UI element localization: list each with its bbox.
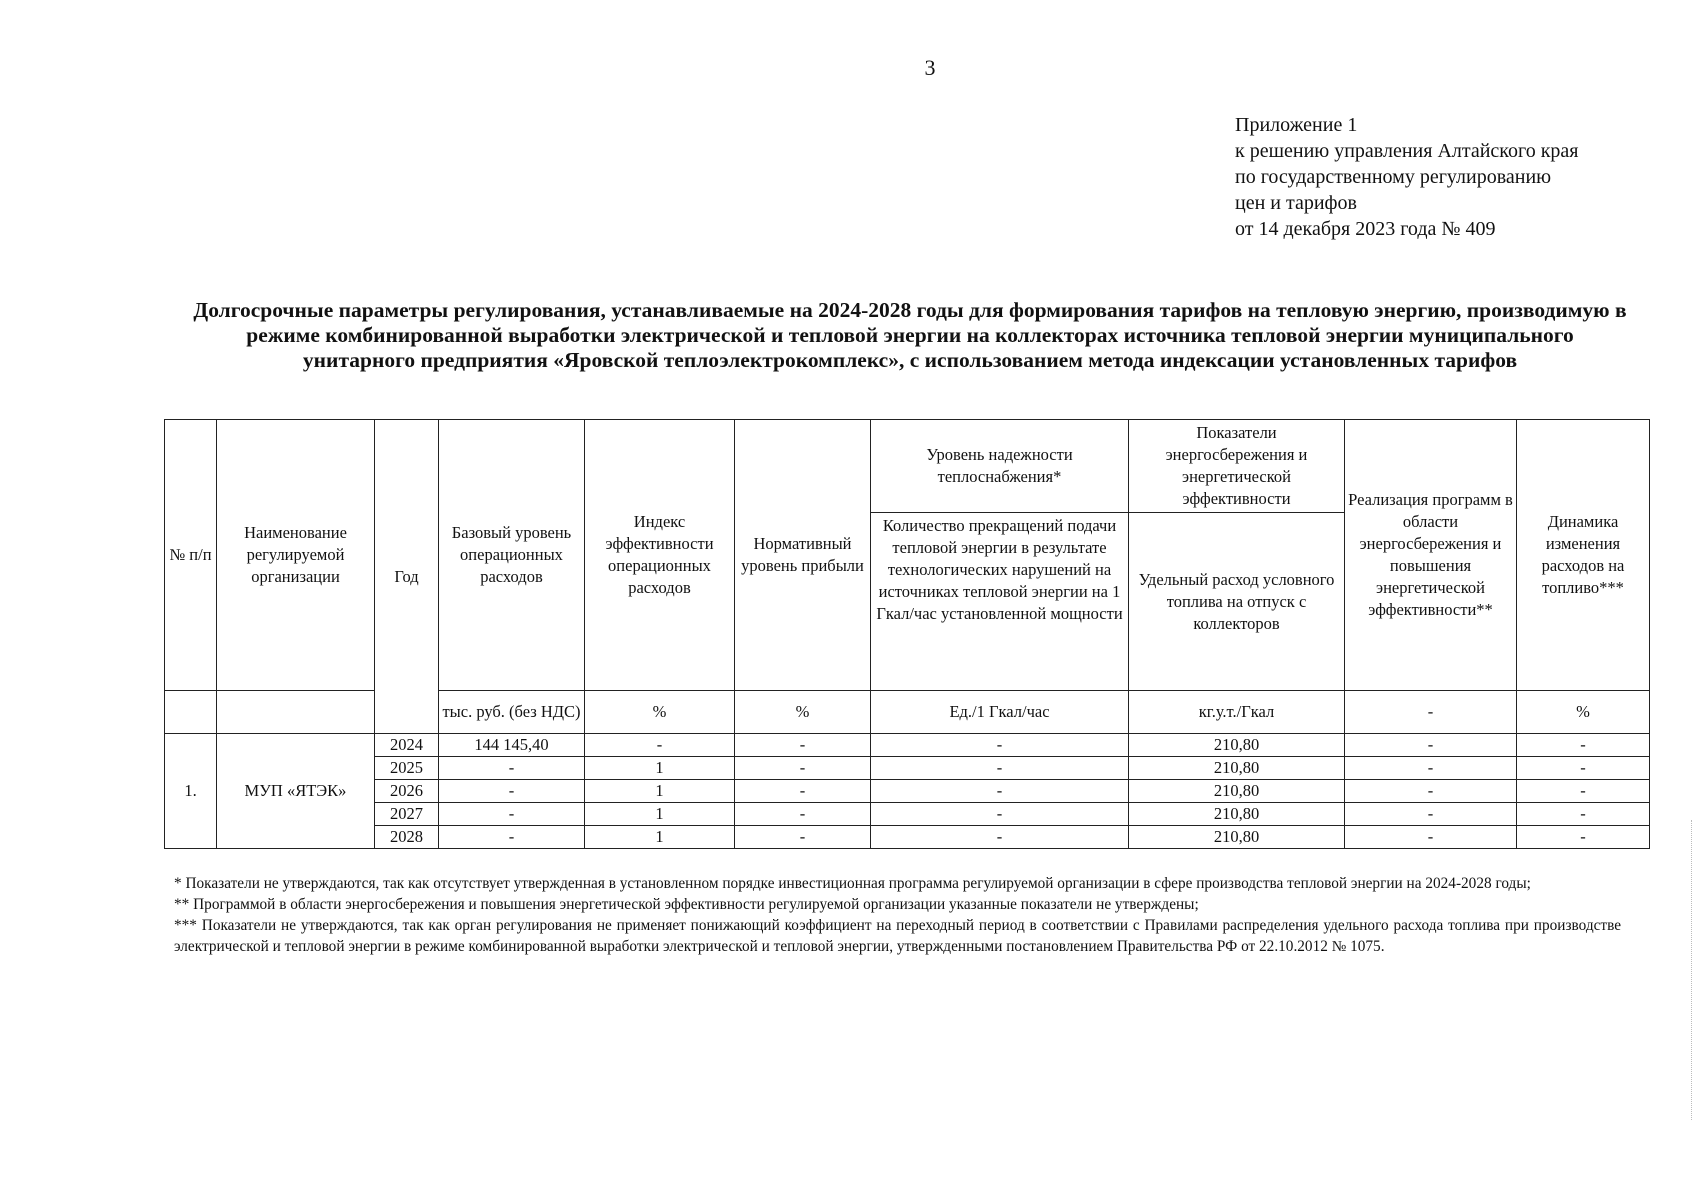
cell-fuel-dynamics: - <box>1517 757 1650 780</box>
footnote-3: *** Показатели не утверждаются, так как орган регулирования не применяет понижающий коэффициент на переходный период в соответствии с Правилами распределения удельного расхода топлива при производстве электрической и тепловой энергии в режиме комбинированной выработки электрической и тепловой энергии, утвержденными постановлением Правительства РФ от 22.10.2012 № 1075. <box>174 917 1621 955</box>
unit-base-opex: тыс. руб. (без НДС) <box>439 691 585 734</box>
cell-energy-saving: 210,80 <box>1129 780 1345 803</box>
header-reliability: Уровень надежности теплоснабжения* <box>871 420 1129 513</box>
cell-fuel-dynamics: - <box>1517 826 1650 849</box>
unit-efficiency-index: % <box>585 691 735 734</box>
cell-reliability: - <box>871 734 1129 757</box>
header-efficiency-index: Индекс эффективности операционных расходов <box>585 420 735 691</box>
header-base-opex: Базовый уровень операционных расходов <box>439 420 585 691</box>
header-profit-level: Нормативный уровень прибыли <box>735 420 871 691</box>
cell-profit-level: - <box>735 734 871 757</box>
footnote-1: * Показатели не утверждаются, так как отсутствует утвержденная в установленном порядке инвестиционная программа регулируемой организации в сфере производства тепловой энергии на 2024-2028 годы; <box>174 875 1531 892</box>
header-programs: Реализация программ в области энергосбережения и повышения энергетической эффективности** <box>1345 420 1517 691</box>
cell-year: 2026 <box>375 780 439 803</box>
cell-base-opex: 144 145,40 <box>439 734 585 757</box>
cell-efficiency-index: - <box>585 734 735 757</box>
cell-fuel-dynamics: - <box>1517 780 1650 803</box>
cell-energy-saving: 210,80 <box>1129 803 1345 826</box>
appendix-line: цен и тарифов <box>1235 192 1357 214</box>
cell-reliability: - <box>871 757 1129 780</box>
table-row <box>165 803 1650 826</box>
header-org: Наименование регулируемой организации <box>217 420 375 691</box>
unit-fuel-dynamics: % <box>1517 691 1650 734</box>
cell-programs: - <box>1345 803 1517 826</box>
header-year: Год <box>375 420 439 734</box>
appendix-line: к решению управления Алтайского края <box>1235 140 1579 162</box>
unit-profit-level: % <box>735 691 871 734</box>
cell-efficiency-index: 1 <box>585 826 735 849</box>
cell-base-opex: - <box>439 803 585 826</box>
cell-energy-saving: 210,80 <box>1129 826 1345 849</box>
unit-reliability: Ед./1 Гкал/час <box>871 691 1129 734</box>
unit-programs: - <box>1345 691 1517 734</box>
cell-fuel-dynamics: - <box>1517 734 1650 757</box>
cell-programs: - <box>1345 780 1517 803</box>
table-row <box>165 734 1650 757</box>
org-number: 1. <box>165 734 217 849</box>
cell-efficiency-index: 1 <box>585 757 735 780</box>
appendix-block <box>1235 112 1579 242</box>
appendix-line: от 14 декабря 2023 года № 409 <box>1235 218 1496 240</box>
table-row <box>165 780 1650 803</box>
document-title: Долгосрочные параметры регулирования, устанавливаемые на 2024-2028 годы для формирования тарифов на тепловую энергию, производимую в режиме комбинированной выработки электрической и тепловой энергии на коллекторах источника тепловой энергии муниципального унитарного предприятия «Яровской теплоэлектрокомплекс», с использованием метода индексации установленных тарифов <box>193 298 1627 372</box>
unit-energy-saving: кг.у.т./Гкал <box>1129 691 1345 734</box>
appendix-line: по государственному регулированию <box>1235 166 1552 188</box>
header-energy-saving: Показатели энергосбережения и энергетической эффективности <box>1129 420 1345 513</box>
header-fuel-dynamics: Динамика изменения расходов на топливо*** <box>1517 420 1650 691</box>
parameters-table <box>164 419 1650 849</box>
cell-base-opex: - <box>439 757 585 780</box>
cell-profit-level: - <box>735 803 871 826</box>
cell-fuel-dynamics: - <box>1517 803 1650 826</box>
footnotes <box>174 873 1621 957</box>
org-name: МУП «ЯТЭК» <box>217 734 375 849</box>
table-row <box>165 757 1650 780</box>
header-num: № п/п <box>165 420 217 691</box>
cell-reliability: - <box>871 780 1129 803</box>
cell-energy-saving: 210,80 <box>1129 734 1345 757</box>
cell-base-opex: - <box>439 780 585 803</box>
cell-year: 2028 <box>375 826 439 849</box>
cell-base-opex: - <box>439 826 585 849</box>
cell-year: 2024 <box>375 734 439 757</box>
cell-profit-level: - <box>735 780 871 803</box>
header-energy-saving-sub: Удельный расход условного топлива на отпуск с коллекторов <box>1129 513 1345 691</box>
cell-programs: - <box>1345 734 1517 757</box>
table-row <box>165 826 1650 849</box>
cell-year: 2025 <box>375 757 439 780</box>
cell-year: 2027 <box>375 803 439 826</box>
cell-profit-level: - <box>735 826 871 849</box>
cell-profit-level: - <box>735 757 871 780</box>
units-num-empty <box>165 691 217 734</box>
cell-efficiency-index: 1 <box>585 780 735 803</box>
page-number: 3 <box>924 55 936 80</box>
cell-programs: - <box>1345 757 1517 780</box>
header-reliability-sub: Количество прекращений подачи тепловой энергии в результате технологических нарушений на источниках тепловой энергии на 1 Гкал/час установленной мощности <box>871 513 1129 691</box>
scan-edge-artifact <box>1691 820 1694 1120</box>
appendix-line: Приложение 1 <box>1235 114 1358 136</box>
footnote-2: ** Программой в области энергосбережения и повышения энергетической эффективности регулируемой организации указанные показатели не утверждены; <box>174 896 1199 913</box>
cell-energy-saving: 210,80 <box>1129 757 1345 780</box>
cell-programs: - <box>1345 826 1517 849</box>
cell-reliability: - <box>871 803 1129 826</box>
cell-reliability: - <box>871 826 1129 849</box>
cell-efficiency-index: 1 <box>585 803 735 826</box>
units-org-empty <box>217 691 375 734</box>
